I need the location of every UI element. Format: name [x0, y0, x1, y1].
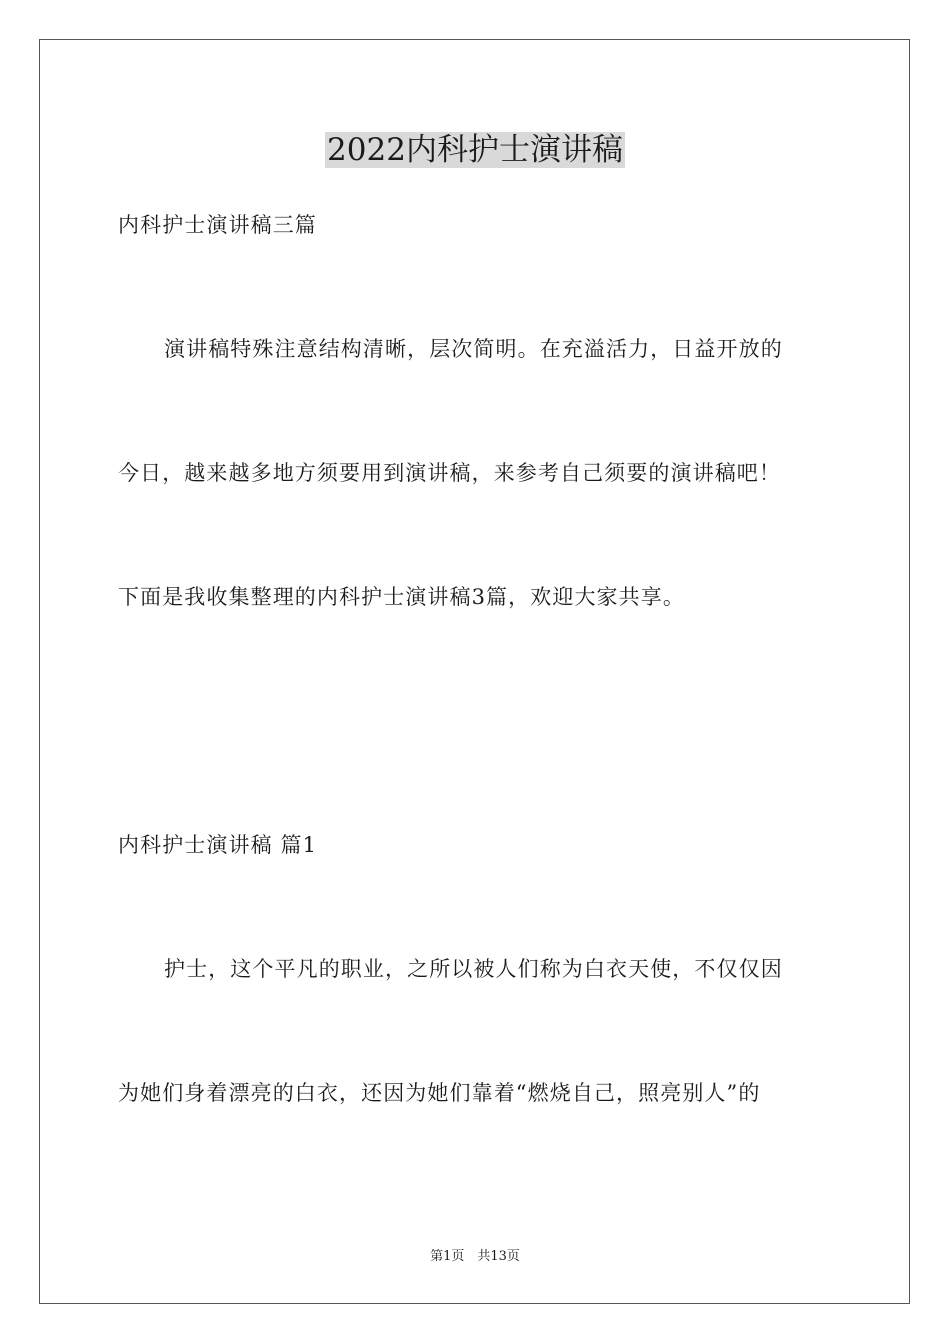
document-title-text: 2022内科护士演讲稿 [327, 132, 623, 168]
document-subtitle: 内科护士演讲稿三篇 [118, 213, 317, 237]
body-line: 护士，这个平凡的职业，之所以被人们称为白衣天使，不仅仅因 [164, 957, 783, 981]
intro-line: 演讲稿特殊注意结构清晰，层次简明。在充溢活力，日益开放的 [164, 337, 783, 361]
body-line: 为她们身着漂亮的白衣，还因为她们靠着“燃烧自己，照亮别人”的 [118, 1081, 761, 1105]
page-number-footer: 第1页 共13页 [430, 1249, 520, 1264]
intro-line: 今日，越来越多地方须要用到演讲稿，来参考自己须要的演讲稿吧！ [118, 461, 781, 485]
section-heading: 内科护士演讲稿 篇1 [118, 833, 318, 857]
document-title [0, 128, 950, 172]
intro-line: 下面是我收集整理的内科护士演讲稿3篇，欢迎大家共享。 [118, 585, 685, 609]
